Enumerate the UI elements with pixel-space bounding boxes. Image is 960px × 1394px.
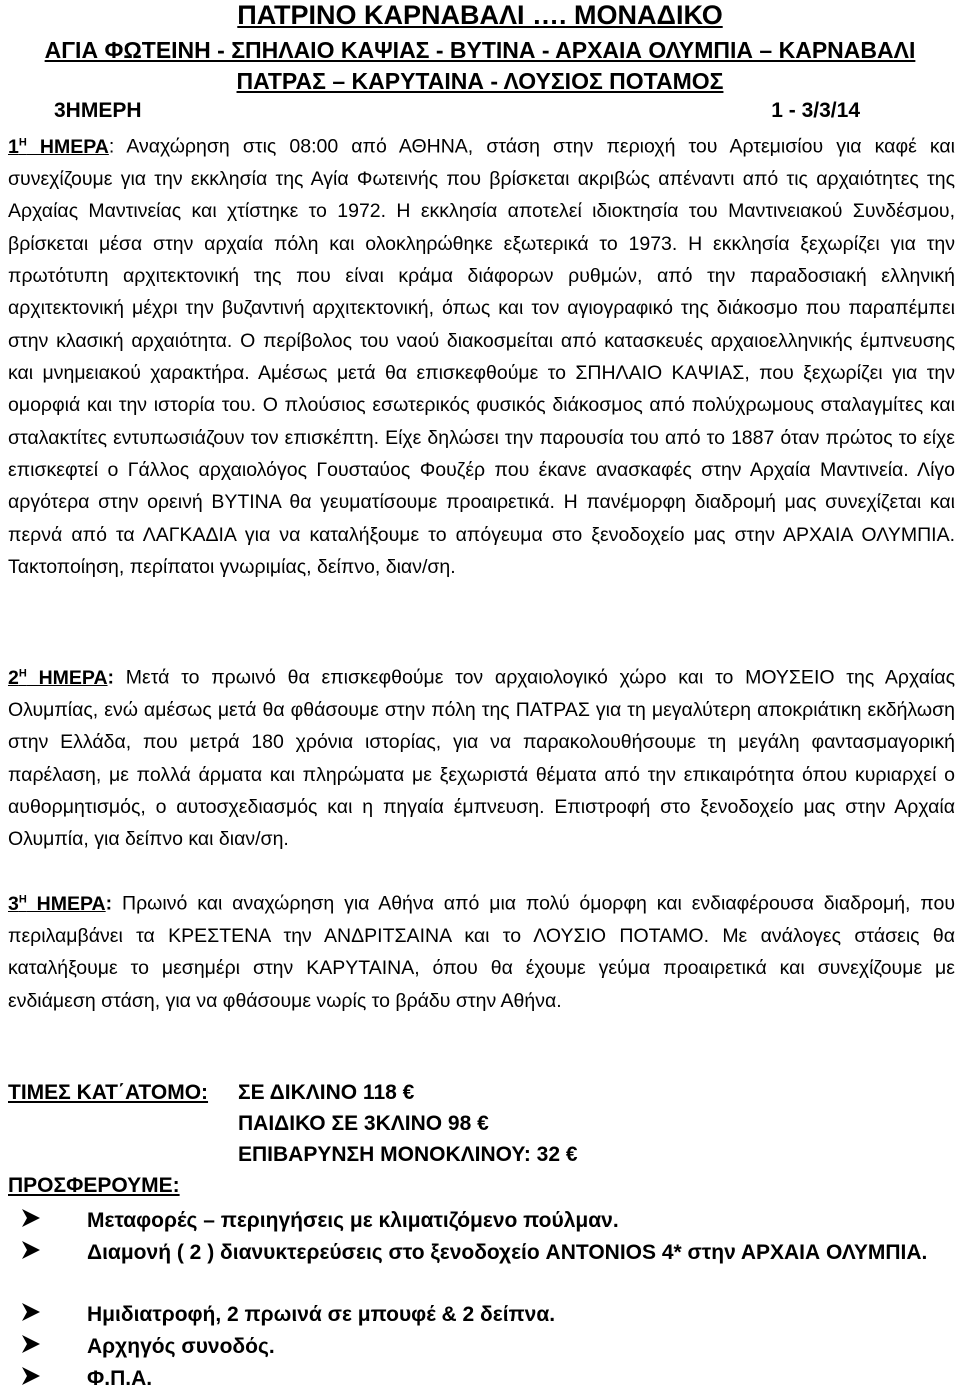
duration-row [54,98,860,124]
list-item: Αρχηγός συνοδός. [8,1332,955,1362]
route-line-2: ΠΑΤΡΑΣ – ΚΑΡΥΤΑΙΝΑ - ΛΟΥΣΙΟΣ ΠΟΤΑΜΟΣ [236,68,724,94]
list-item: Διαμονή ( 2 ) διανυκτερεύσεις στο ξενοδοχείο ANTONIOS 4* στην ΑΡΧΑΙΑ ΟΛΥΜΠΙΑ. [8,1238,955,1268]
price-child: ΠΑΙΔΙΚΟ ΣΕ 3ΚΛΙΝΟ 98 € [238,1112,489,1135]
list-item: Μεταφορές – περιηγήσεις με κλιματιζόμενο πούλμαν. [8,1206,955,1236]
arrowhead-bullet-icon [20,1365,42,1387]
prices-label: ΤΙΜΕΣ ΚΑΤ΄ΑΤΟΜΟ: [8,1081,209,1104]
list-item: Φ.Π.Α. [8,1364,955,1394]
day-1-text: : Αναχώρηση στις 08:00 από ΑΘΗΝΑ, στάση στην περιοχή του Αρτεμισίου για καφέ και συνεχίζουμε για την εκκλησία της Αγία Φωτεινής που βρίσκεται ακριβώς απέναντι από τις αρχαιότητες της Αρχαίας Μαντινείας και χτίστηκε το 1972. Η εκκλησία αποτελεί ιδιοκτησία του Μαντινειακού Συνδέσμου, βρίσκεται μέσα στην αρχαία πόλη και ολοκληρώθηκε εξωτερικά το 1973. Η εκκλησία ξεχωρίζει για την πρωτότυπη αρχιτεκτονική της που είναι κράμα διάφορων ρυθμών, από την παραδοσιακή ελληνική αρχιτεκτονική μέχρι την βυζαντινή αρχιτεκτονική, όπως και τον αγιογραφικό της διάκοσμο που παραπέμπει στην κλασική αρχαιότητα. Ο περίβολος του ναού διακοσμείται από κατασκευές αρχαιοελληνικής έμπνευσης και μνημειακού χαρακτήρα. Αμέσως μετά θα επισκεφθούμε το ΣΠΗΛΑΙΟ ΚΑΨΙΑΣ, που ξεχωρίζει για την ομορφιά και την ιστορία του. Ο πλούσιος εσωτερικός φυσικός διάκοσμος από πολύχρωμους σταλαγμίτες και σταλακτίτες εντυπωσιάζουν τον επισκέπτη. Είχε δηλώσει την παρουσία του από το 1887 όταν πρώτος το είχε επισκεφτεί ο Γάλλος αρχαιολόγος Γουσταύος Φουζέρ που έκανε ανασκαφές στην Αρχαία Μαντινεία. Λίγο αργότερα στην ορεινή ΒΥΤΙΝΑ θα γευματίσουμε προαιρετικά. Η πανέμορφη διαδρομή μας συνεχίζεται και περνά από τα ΛΑΓΚΑΔΙΑ για να καταλήξουμε το απόγευμα στο ξενοδοχείο μας στην ΑΡΧΑΙΑ ΟΛΥΜΠΙΑ. Τακτοποίηση, περίπατοι γνωριμίας, δείπνο, διαν/ση. [8,135,955,578]
arrowhead-bullet-icon [20,1333,42,1355]
day-3-heading: $3^H$ ΗΜΕΡΑ [8,892,106,915]
day-2-paragraph: $2^H$ ΗΜΕΡΑ: Μετά το πρωινό θα επισκεφθούμε τον αρχαιολογικό χώρο και το ΜΟΥΣΕΙΟ της Αρχαίας Ολυμπίας, ενώ αμέσως μετά θα φθάσουμε στην πόλη της ΠΑΤΡΑΣ για τη μεγαλύτερη αποκριάτικη εκδήλωση στην Ελλάδα, που μετρά 180 χρόνια ιστορίας, για να παρακολουθήσουμε τη μεγάλη φαντασμαγορική παρέλαση, με πολλά άρματα και πληρώματα με ξεχωριστά θέματα από την επικαιρότητα όπου κυριαρχεί ο αυθορμητισμός, ο αυτοσχεδιασμός και η πηγαία έμπνευση. Επιστροφή στο ξενοδοχείο μας στην Αρχαία Ολυμπία, για δείπνο και διαν/ση. [8,666,955,851]
day-1-heading: $1^H$ ΗΜΕΡΑ [8,135,109,158]
offers-heading: ΠΡΟΣΦΕΡΟΥΜΕ: [8,1174,180,1197]
day-3-paragraph: $3^H$ ΗΜΕΡΑ: Πρωινό και αναχώρηση για Αθήνα από μια πολύ όμορφη και ενδιαφέρουσα διαδρομή, που περιλαμβάνει τα ΚΡΕΣΤΕΝΑ την ΑΝΔΡΙΤΣΑΙΝΑ και το ΛΟΥΣΙΟ ΠΟΤΑΜΟ. Με ανάλογες στάσεις θα καταλήξουμε το μεσημέρι στην ΚΑΡΥΤΑΙΝΑ, όπου θα έχουμε γεύμα προαιρετικά και συνεχίζουμε με ενδιάμεση στάση, για να φθάσουμε νωρίς το βράδυ στην Αθήνα. [8,892,955,1012]
arrowhead-bullet-icon [20,1239,42,1261]
page-title: ΠΑΤΡΙΝΟ ΚΑΡΝΑΒΑΛΙ …. ΜΟΝΑΔΙΚΟ [237,0,723,30]
day-1-paragraph [8,126,955,583]
day-2-heading: $2^H$ ΗΜΕΡΑ [8,666,108,689]
price-double: ΣΕ ΔΙΚΛΙΝΟ 118 € [238,1081,415,1104]
trip-dates: 1 - 3/3/14 [771,99,860,122]
arrowhead-bullet-icon [20,1301,42,1323]
price-single-supplement: ΕΠΙΒΑΡΥΝΣΗ ΜΟΝΟΚΛΙΝΟΥ: 32 € [238,1143,578,1166]
trip-duration: 3ΗΜΕΡΗ [54,99,142,122]
list-item: Ημιδιατροφή, 2 πρωινά σε μπουφέ & 2 δείπνα. [8,1300,955,1330]
day-3-text: Πρωινό και αναχώρηση για Αθήνα από μια πολύ όμορφη και ενδιαφέρουσα διαδρομή, που περιλαμβάνει τα ΚΡΕΣΤΕΝΑ την ΑΝΔΡΙΤΣΑΙΝΑ και το ΛΟΥΣΙΟ ΠΟΤΑΜΟ. Με ανάλογες στάσεις θα καταλήξουμε το μεσημέρι στην ΚΑΡΥΤΑΙΝΑ, όπου θα έχουμε γεύμα προαιρετικά και συνεχίζουμε με ενδιάμεση στάση, για να φθάσουμε νωρίς το βράδυ στην Αθήνα. [8,892,955,1012]
day-2-text: Μετά το πρωινό θα επισκεφθούμε τον αρχαιολογικό χώρο και το ΜΟΥΣΕΙΟ της Αρχαίας Ολυμπίας, ενώ αμέσως μετά θα φθάσουμε στην πόλη της ΠΑΤΡΑΣ για τη μεγαλύτερη αποκριάτικη εκδήλωση στην Ελλάδα, που μετρά 180 χρόνια ιστορίας, για να παρακολουθήσουμε τη μεγάλη φαντασμαγορική παρέλαση, με πολλά άρματα και πληρώματα με ξεχωριστά θέματα από την επικαιρότητα όπου κυριαρχεί ο αυθορμητισμός, ο αυτοσχεδιασμός και η πηγαία έμπνευση. Επιστροφή στο ξενοδοχείο μας στην Αρχαία Ολυμπία, για δείπνο και διαν/ση. [8,666,955,851]
route-line-1: ΑΓΙΑ ΦΩΤΕΙΝΗ - ΣΠΗΛΑΙΟ ΚΑΨΙΑΣ - ΒΥΤΙΝΑ - ΑΡΧΑΙΑ ΟΛΥΜΠΙΑ – ΚΑΡΝΑΒΑΛΙ [44,37,916,63]
arrowhead-bullet-icon [20,1207,42,1229]
